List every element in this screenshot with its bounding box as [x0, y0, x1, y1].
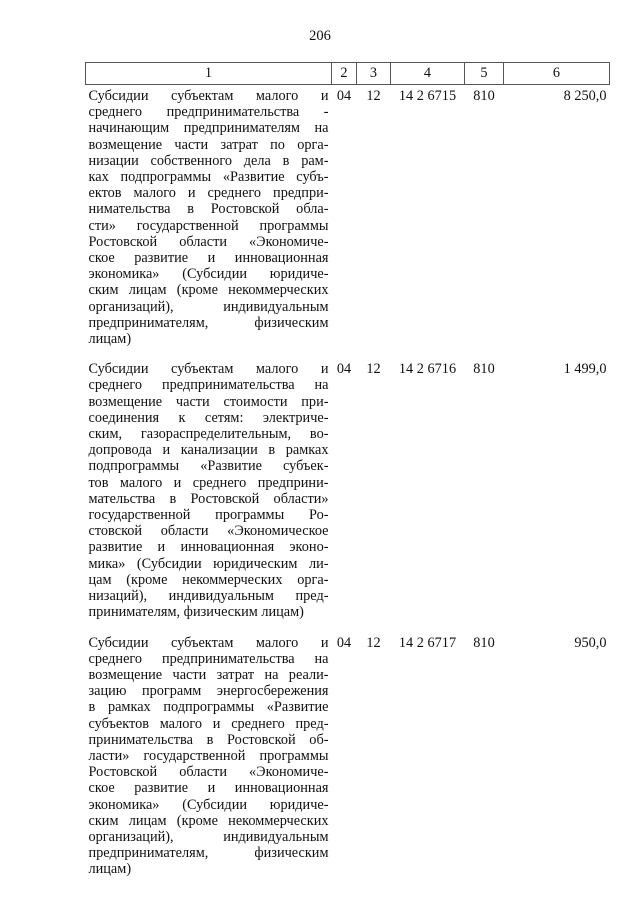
description-line: возмещение части затрат по орга- — [88, 136, 329, 153]
description-line: среднего предпринимательства на — [88, 650, 329, 667]
description-line: соединения к сетям: электриче- — [88, 409, 329, 426]
header-row — [86, 63, 610, 85]
description-line: государственной программы Ро- — [88, 507, 329, 524]
description-line: развитие и инновационная эконо- — [88, 539, 329, 556]
header-col-3: 3 — [357, 63, 391, 85]
description-line: мика» (Субсидии юридическим ли- — [88, 555, 329, 572]
description-line: организаций), индивидуальным — [88, 828, 329, 845]
description-line: нимательства в Ростовской обла- — [88, 201, 329, 218]
description-line: Субсидии субъектам малого и — [88, 361, 329, 378]
description-line: экономика» (Субсидии юридиче- — [88, 796, 329, 813]
description-line: зацию программ энергосбережения — [88, 683, 329, 700]
description-line: принимателям, физическим лицам) — [88, 604, 304, 621]
description-line: ское развитие и инновационная — [88, 250, 329, 267]
table-row — [86, 358, 610, 631]
description-line: начинающим предпринимателям на — [88, 120, 329, 137]
description-line: ское развитие и инновационная — [88, 780, 329, 797]
description-line: ским лицам (кроме некоммерческих — [88, 812, 329, 829]
row-amount: 950,0 — [574, 634, 607, 651]
description-line: сти» государственной программы — [88, 217, 329, 234]
description-line: в рамках подпрограммы «Развитие — [88, 699, 329, 716]
row-subsection-code: 12 — [366, 361, 381, 378]
description-line: принимательства в Ростовской об- — [88, 731, 329, 748]
row-subsection-code: 12 — [366, 88, 381, 104]
description-line: возмещение части затрат на реали- — [88, 666, 329, 683]
row-target-article-code: 14 2 6717 — [398, 634, 457, 651]
table-row — [86, 632, 610, 889]
description-line: Ростовской области «Экономиче- — [88, 233, 329, 250]
description-line: низации собственного дела в рам- — [88, 152, 329, 169]
description-line: организаций), индивидуальным — [88, 298, 329, 315]
description-line: субъектов малого и среднего пред- — [88, 715, 329, 732]
description-line: стовской области «Экономическое — [88, 523, 329, 540]
row-expense-type-code: 810 — [473, 634, 495, 651]
description-line: ласти» государственной программы — [88, 747, 329, 764]
description-line: среднего предпринимательства - — [88, 104, 329, 121]
description-line: экономика» (Субсидии юридиче- — [88, 266, 329, 283]
description-line: лицам) — [88, 331, 132, 348]
description-line: подпрограммы «Развитие субъек- — [88, 458, 329, 475]
description-line: ках подпрограммы «Развитие субъ- — [88, 169, 329, 186]
row-description — [86, 358, 332, 631]
description-line: тов малого и среднего предприни- — [88, 474, 329, 491]
description-line: низаций), индивидуальным пред- — [88, 588, 329, 605]
description-line: допровода и канализации в рамках — [88, 442, 329, 459]
description-line: предпринимателям, физическим — [88, 314, 329, 331]
description-line: лицам) — [88, 861, 132, 878]
row-expense-type-code: 810 — [473, 88, 495, 104]
row-target-article-code: 14 2 6716 — [398, 361, 457, 378]
description-line: возмещение части стоимости при- — [88, 393, 329, 410]
row-section-code: 04 — [336, 88, 352, 104]
header-col-2: 2 — [332, 63, 357, 85]
description-line: Субсидии субъектам малого и — [88, 634, 329, 651]
description-line: ектов малого и среднего предпри- — [88, 185, 329, 202]
row-section-code: 04 — [336, 634, 352, 651]
row-expense-type-code: 810 — [473, 361, 495, 378]
header-col-5: 5 — [465, 63, 504, 85]
description-line: Субсидии субъектам малого и — [88, 88, 329, 104]
row-section-code: 04 — [336, 361, 352, 378]
header-col-1: 1 — [86, 63, 332, 85]
description-line: мательства в Ростовской области» — [88, 490, 329, 507]
page-number: 206 — [309, 28, 331, 44]
row-target-article-code: 14 2 6715 — [398, 88, 457, 104]
description-line: Ростовской области «Экономиче- — [88, 764, 329, 781]
header-col-4: 4 — [391, 63, 465, 85]
budget-table — [85, 62, 610, 889]
row-amount: 1 499,0 — [563, 361, 607, 378]
description-line: ским, газораспределительным, во- — [88, 426, 329, 443]
row-description — [86, 85, 332, 359]
row-subsection-code: 12 — [366, 634, 381, 651]
table-row — [86, 85, 610, 359]
row-description — [86, 632, 332, 889]
row-amount: 8 250,0 — [563, 88, 607, 104]
description-line: ским лицам (кроме некоммерческих — [88, 282, 329, 299]
header-col-6: 6 — [504, 63, 610, 85]
description-line: среднего предпринимательства на — [88, 377, 329, 394]
description-line: предпринимателям, физическим — [88, 845, 329, 862]
description-line: цам (кроме некоммерческих орга- — [88, 571, 329, 588]
